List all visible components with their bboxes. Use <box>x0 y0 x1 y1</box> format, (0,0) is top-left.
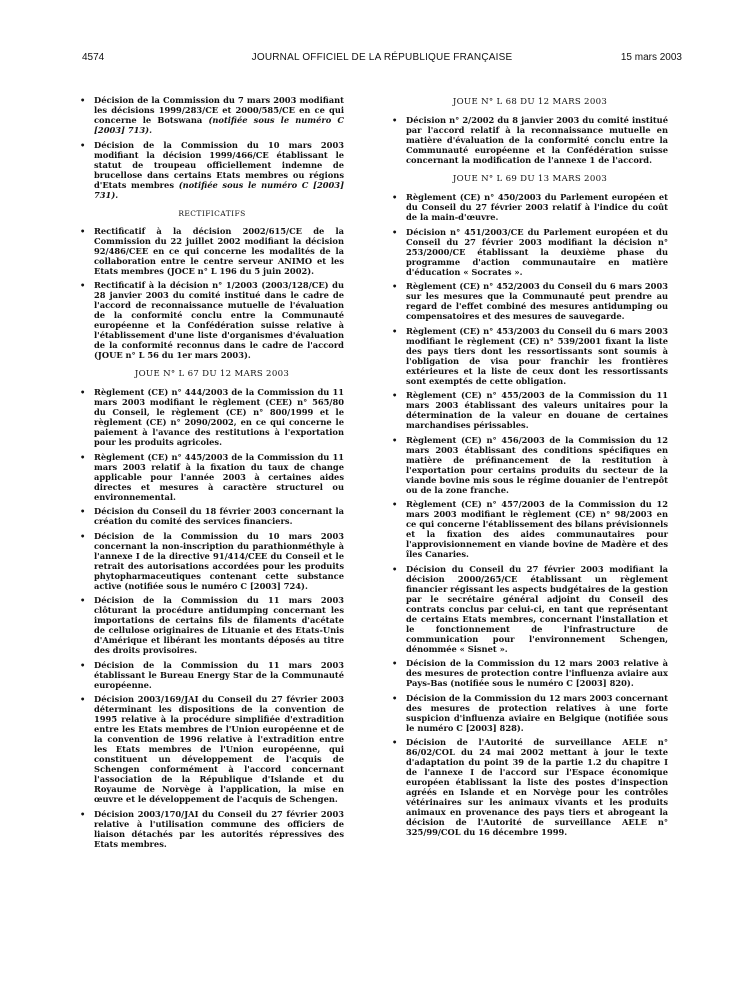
list-item: • Règlement (CE) n° 450/2003 du Parlement européen et du Conseil du 27 février 2003 relatif à l'indice du coût de la main-d'œuvre. <box>392 192 668 222</box>
list-item: • Rectificatif à la décision 2002/615/CE de la Commission du 22 juillet 2002 modifiant la décision 92/486/CEE en ce qui concerne les modalités de la collaboration entre le centre serveur ANIMO et les Etats membres (JOCE n° L 196 du 5 juin 2002). <box>80 225 344 276</box>
journal-title: JOURNAL OFFICIEL DE LA RÉPUBLIQUE FRANÇAISE <box>251 52 513 63</box>
list-item: • Décision de la Commission du 10 mars 2003 concernant la non-inscription du parathionméthyle à l'annexe I de la directive 91/414/CEE du Conseil et le retrait des autorisations accordées pour les produits phytopharmaceutiques contenant cette substance active (notifiée sous le numéro C [2003] 724). <box>80 530 344 591</box>
bullet-icon: • <box>392 226 398 237</box>
page-header <box>82 52 682 66</box>
list-item: • Décision de la Commission du 12 mars 2003 concernant des mesures de protection relatives à une forte suspicion d'influenza aviaire en Belgique (notifiée sous le numéro C [2003] 828). <box>392 692 668 733</box>
bullet-icon: • <box>392 692 398 703</box>
list-item: • Décision 2003/169/JAI du Conseil du 27 février 2003 déterminant les dispositions de la convention de 1995 relative à la procédure simplifiée d'extradition entre les Etats membres de l'Union européenne et de la convention de 1996 relative à l'extradition entre les Etats membres de l'Union européenne, qui constituent un développement de l'acquis de Schengen conformément à l'accord concernant l'association de la République d'Islande et du Royaume de Norvège à l'application, la mise en œuvre et le développement de l'acquis de Schengen. <box>80 694 344 804</box>
list-item: • Règlement (CE) n° 453/2003 du Conseil du 6 mars 2003 modifiant le règlement (CE) n° 539/2001 fixant la liste des pays tiers dont les ressortissants sont soumis à l'obligation de visa pour franchir les frontières extérieures et la liste de ceux dont les ressortissants sont exemptés de cette obligation. <box>392 325 668 386</box>
bullet-icon: • <box>392 325 398 336</box>
list-item: • Règlement (CE) n° 456/2003 de la Commission du 12 mars 2003 établissant des conditions spécifiques en matière de préfinancement de la restitution à l'exportation pour certains produits du secteur de la viande bovine mis sous le régime douanier de l'entrepôt ou de la zone franche. <box>392 434 668 495</box>
list-item: • Règlement (CE) n° 457/2003 de la Commission du 12 mars 2003 modifiant le règlement (CE) n° 98/2003 en ce qui concerne l'établissement des bilans prévisionnels et la fixation des aides communautaires pour l'approvisionnement en viande bovine de Madère et des îles Canaries. <box>392 499 668 559</box>
section-heading: JOUE N° L 69 DU 13 MARS 2003 <box>452 174 608 184</box>
bullet-icon: • <box>392 499 398 509</box>
bullet-icon: • <box>80 808 86 819</box>
list-item: • Décision de la Commission du 11 mars 2003 clôturant la procédure antidumping concernant les importations de certains fils de filaments d'acétate de cellulose originaires de Lituanie et des Etats-Unis d'Amérique et libérant les montants déposés au titre des droits provisoires. <box>80 595 344 655</box>
bullet-icon: • <box>80 95 86 105</box>
bullet-icon: • <box>80 451 86 462</box>
bullet-icon: • <box>80 530 86 541</box>
bullet-icon: • <box>392 737 398 747</box>
bullet-icon: • <box>392 192 398 202</box>
bullet-icon: • <box>80 694 86 704</box>
bullet-icon: • <box>392 115 398 125</box>
left-column <box>80 95 344 853</box>
bullet-icon: • <box>80 139 86 150</box>
issue-date: 15 mars 2003 <box>620 52 682 63</box>
section-heading: JOUE N° L 68 DU 12 MARS 2003 <box>452 97 608 107</box>
bullet-icon: • <box>80 659 86 670</box>
list-item: • Décision de l'Autorité de surveillance AELE n° 86/02/COL du 24 mai 2002 mettant à jour le texte d'adaptation du point 39 de la partie 1.2 du chapitre I de l'annexe I de l'accord sur l'Espace économique européen établissant la liste des postes d'inspection agréés en Islande et en Norvège pour les contrôles vétérinaires sur les animaux vivants et les produits animaux en provenance des pays tiers et abrogeant la décision de l'Autorité de surveillance AELE n° 325/99/COL du 16 décembre 1999. <box>392 737 668 837</box>
bullet-icon: • <box>80 225 86 236</box>
section-heading: JOUE N° L 67 DU 12 MARS 2003 <box>134 369 290 379</box>
bullet-icon: • <box>80 280 86 290</box>
bullet-icon: • <box>392 281 398 291</box>
list-item: • Règlement (CE) n° 445/2003 de la Commission du 11 mars 2003 relatif à la fixation du taux de change applicable pour l'année 2003 à certaines aides directes et mesures à caractère structurel ou environnemental. <box>80 451 344 502</box>
right-column <box>392 95 668 842</box>
list-item: • Rectificatif à la décision n° 1/2003 (2003/128/CE) du 28 janvier 2003 du comité institué dans le cadre de l'accord de reconnaissance mutuelle de l'évaluation de la conformité conclu entre la Communauté européenne et la Confédération suisse relative à l'établissement d'une liste d'organismes d'évaluation de la conformité reconnus dans le cadre de l'accord (JOUE n° L 56 du 1er mars 2003). <box>80 280 344 360</box>
list-item: • Règlement (CE) n° 455/2003 de la Commission du 11 mars 2003 établissant des valeurs unitaires pour la détermination de la valeur en douane de certaines marchandises périssables. <box>392 390 668 430</box>
bullet-icon: • <box>80 387 86 397</box>
bullet-icon: • <box>80 506 86 516</box>
list-item: • Décision n° 2/2002 du 8 janvier 2003 du comité institué par l'accord relatif à la reconnaissance mutuelle en matière d'évaluation de la conformité conclu entre la Communauté européenne et la Confédération suisse concernant la modification de l'annexe 1 de l'accord. <box>392 115 668 165</box>
list-item: • Décision n° 451/2003/CE du Parlement européen et du Conseil du 27 février 2003 modifiant la décision n° 253/2000/CE établissant la deuxième phase du programme d'action communautaire en matière d'éducation « Socrates ». <box>392 226 668 277</box>
section-heading: RECTIFICATIFS <box>178 208 246 218</box>
list-item: • Décision de la Commission du 10 mars 2003 modifiant la décision 1999/466/CE établissant le statut de troupeau officiellement indemne de brucellose dans certains Etats membres ou régions d'Etats membres (notifiée sous le numéro C [2003] 731). <box>80 139 345 200</box>
list-item: • Décision du Conseil du 18 février 2003 concernant la création du comité des services financiers. <box>80 506 344 526</box>
list-item: • Décision du Conseil du 27 février 2003 modifiant la décision 2000/265/CE établissant un règlement financier régissant les aspects budgétaires de la gestion par le secrétaire général adjoint du Conseil des contrats conclus par celui-ci, en tant que représentant de certains Etats membres, concernant l'installation et le fonctionnement de l'infrastructure de communication pour l'environnement Schengen, dénommée « Sisnet ». <box>392 563 668 654</box>
list-item: • Règlement (CE) n° 444/2003 de la Commission du 11 mars 2003 modifiant le règlement (CEE) n° 565/80 du Conseil, le règlement (CE) n° 800/1999 et le règlement (CE) n° 2090/2002, en ce qui concerne le paiement à l'avance des restitutions à l'exportation pour les produits agricoles. <box>80 387 344 447</box>
bullet-icon: • <box>392 658 398 668</box>
page-number: 4574 <box>82 52 105 63</box>
list-item: • Décision de la Commission du 12 mars 2003 relative à des mesures de protection contre l'influenza aviaire aux Pays-Bas (notifiée sous le numéro C [2003] 820). <box>392 658 668 688</box>
bullet-icon: • <box>80 595 86 605</box>
bullet-icon: • <box>392 563 398 574</box>
list-item: • Décision de la Commission du 11 mars 2003 établissant le Bureau Energy Star de la Communauté européenne. <box>80 659 344 690</box>
bullet-icon: • <box>392 434 398 445</box>
list-item: • Décision de la Commission du 7 mars 2003 modifiant les décisions 1999/283/CE et 2000/585/CE en ce qui concerne le Botswana (notifiée sous le numéro C [2003] 713). <box>80 95 345 135</box>
list-item: • Règlement (CE) n° 452/2003 du Conseil du 6 mars 2003 sur les mesures que la Communauté peut prendre au regard de l'effet combiné des mesures antidumping ou compensatoires et des mesures de sauvegarde. <box>392 281 668 321</box>
bullet-icon: • <box>392 390 398 400</box>
list-item: • Décision 2003/170/JAI du Conseil du 27 février 2003 relative à l'utilisation commune des officiers de liaison détachés par les autorités répressives des Etats membres. <box>80 808 344 849</box>
